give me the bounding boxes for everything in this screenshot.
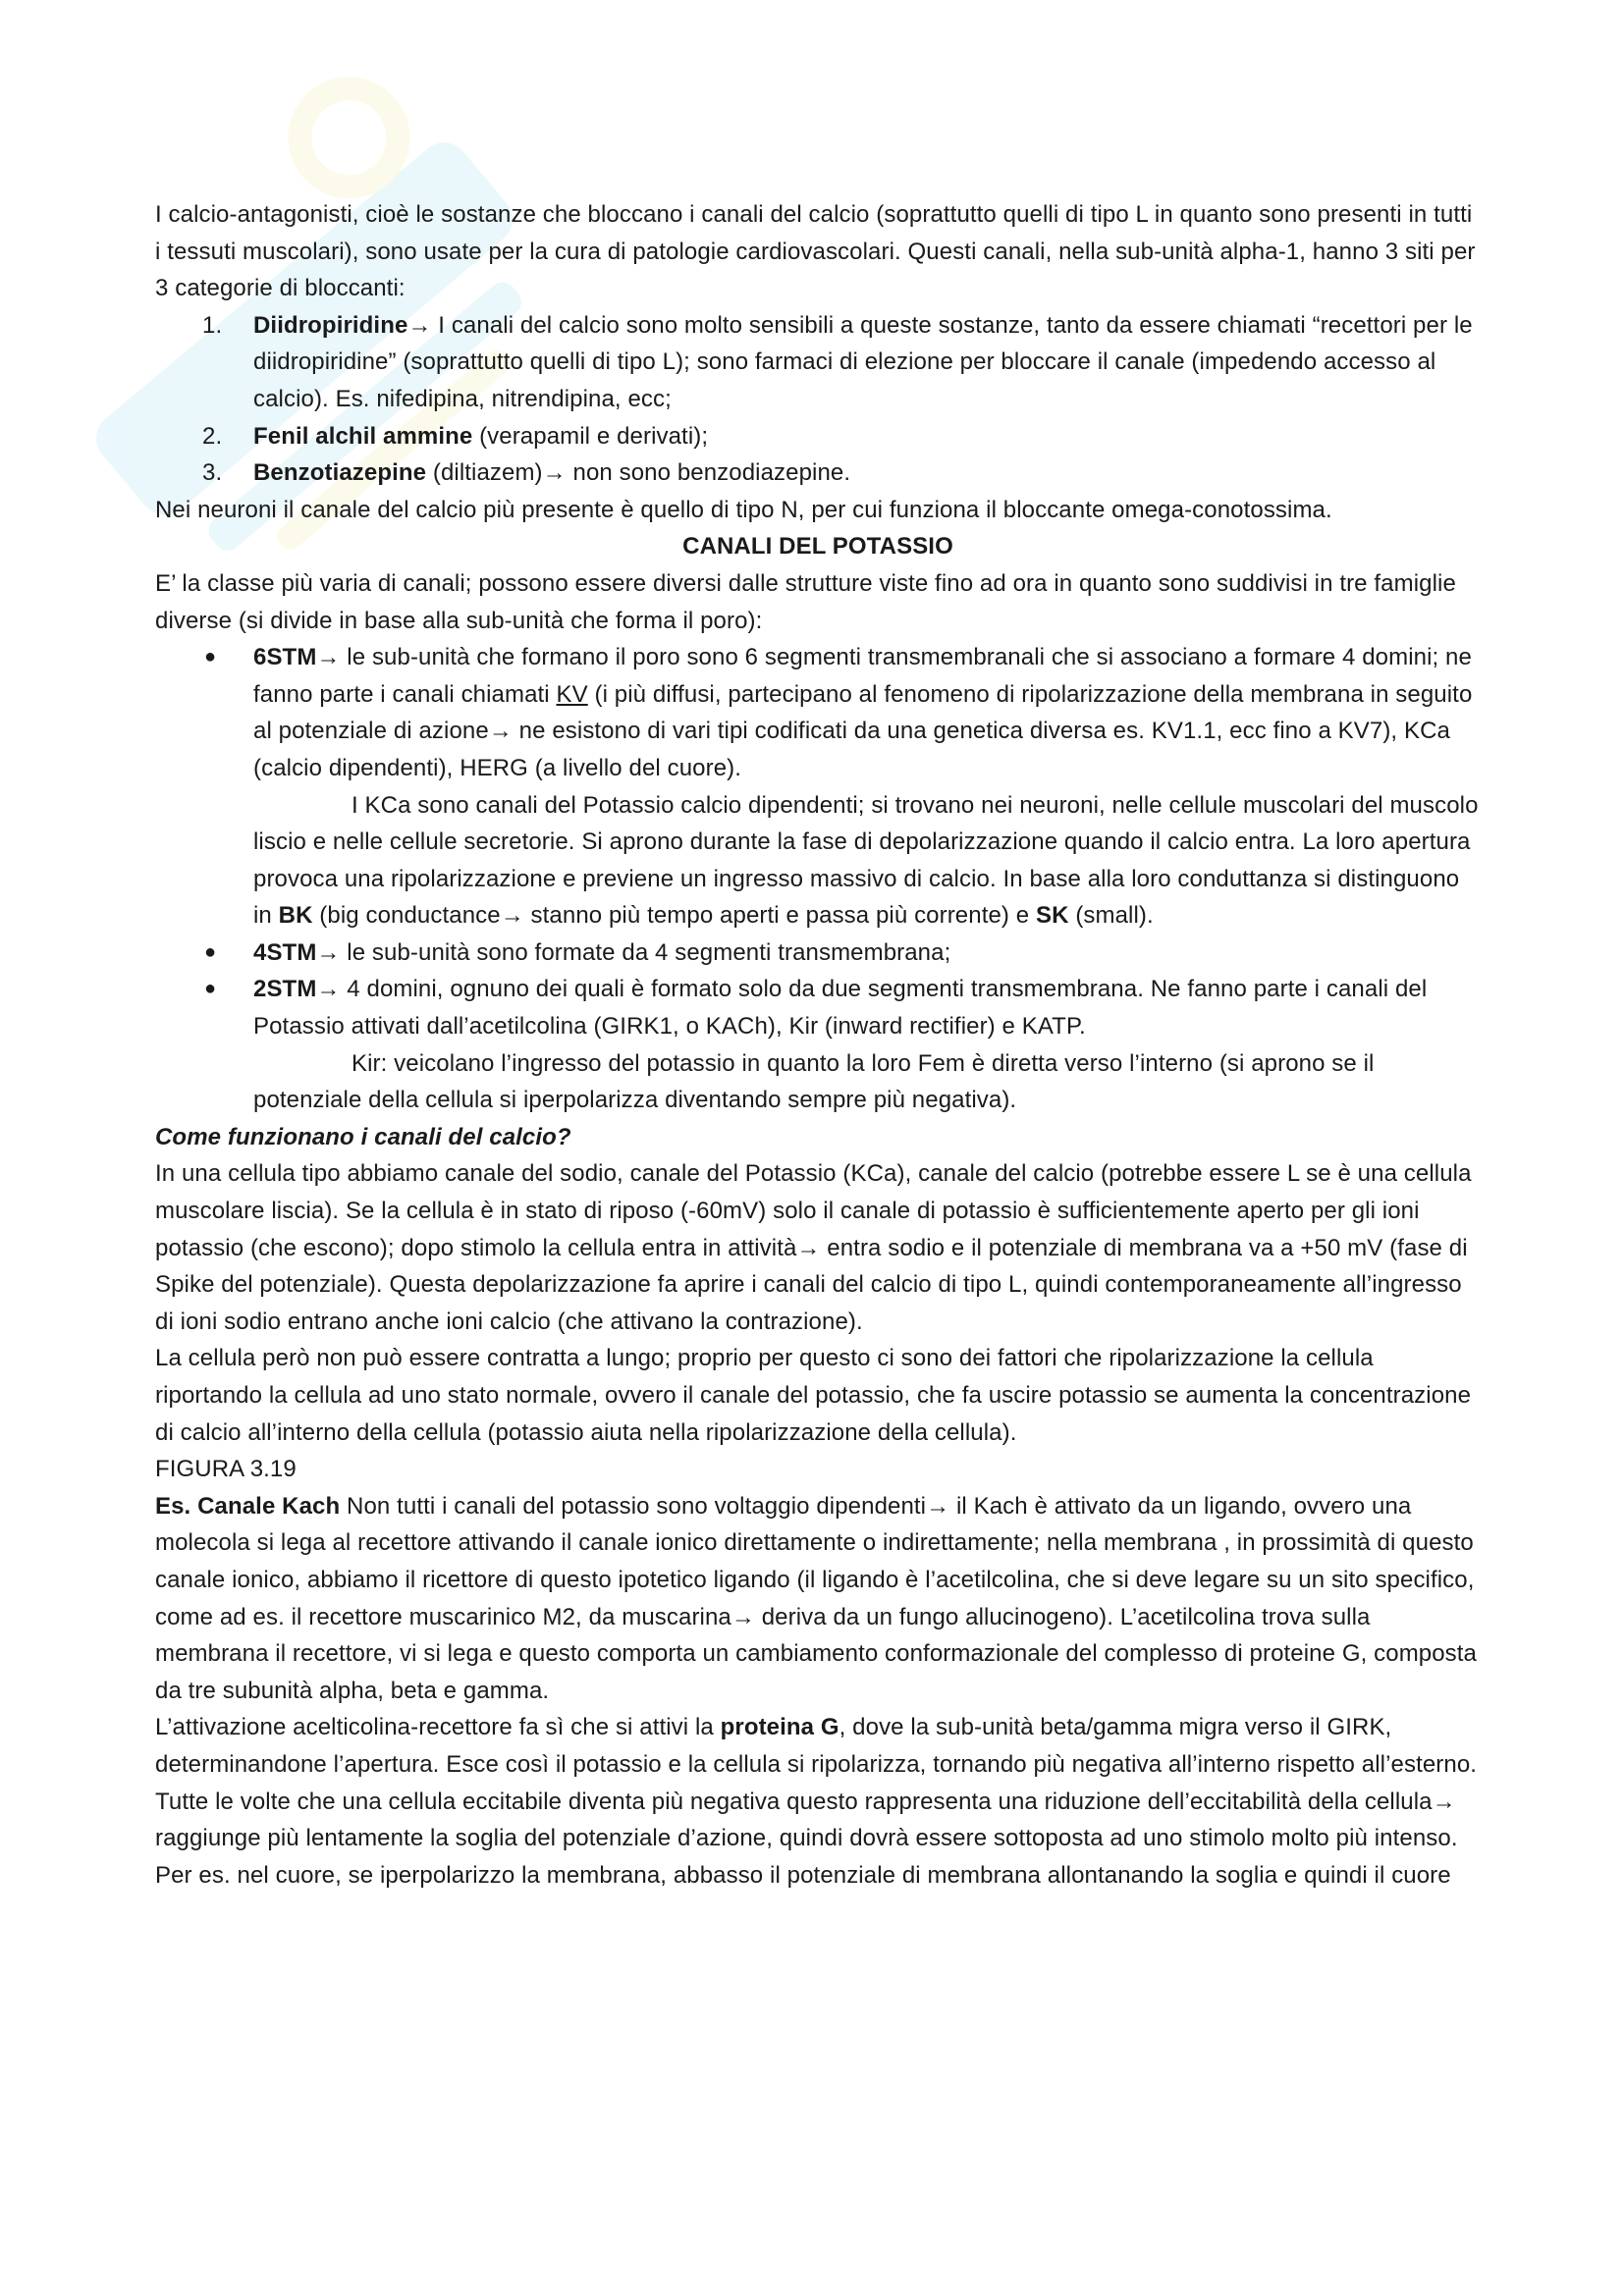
potassio-families-list-cont <box>155 934 1481 1045</box>
bullet-icon: ● <box>204 940 217 963</box>
term: Benzotiazepine <box>253 459 427 487</box>
list-text: (verapamil e derivati); <box>472 422 709 450</box>
term: 6STM <box>253 644 317 671</box>
paragraph: In una cellula tipo abbiamo canale del sodio, canale del Potassio (KCa), canale del calcio (potrebbe essere L se è una cellula muscolare liscia). Se la cellula è in stato di riposo (-60mV) solo il canale di potassio è sufficientemente aperto per gli ioni potassio (che escono); dopo stimolo la cellula entra in attività→ entra sodio e il potenziale di membrana va a +50 mV (fase di Spike del potenziale). Questa depolarizzazione fa aprire i canali del calcio di tipo L, quindi contemporaneamente all’ingresso di ioni sodio entrano anche ioni calcio (che attivano la contrazione). <box>155 1160 1472 1335</box>
list-number: 3. <box>202 459 223 487</box>
kv-term: KV <box>556 680 588 708</box>
kach-paragraph <box>155 1488 1481 1710</box>
kir-paragraph <box>155 1045 1481 1119</box>
term: Es. Canale Kach <box>155 1492 341 1520</box>
kca-text: (small). <box>1068 902 1154 930</box>
bullet-icon: ● <box>204 978 217 1000</box>
arrow-glyph: → <box>316 644 341 671</box>
list-item <box>155 934 1481 972</box>
list-text: (diltiazem)→ non sono benzodiazepine. <box>426 459 851 487</box>
paragraph: La cellula però non può essere contratta a lungo; proprio per questo ci sono dei fattori che ripolarizzazione la cellula riportando la cellula ad uno stato normale, ovvero il canale del potassio, che fa uscire potassio se aumenta la concentrazione di calcio all’interno della cellula (potassio aiuta nella ripolarizzazione della cellula). <box>155 1345 1472 1446</box>
section-heading-funzionano: Come funzionano i canali del calcio? <box>155 1123 571 1150</box>
list-text: le sub-unità che formano il poro sono 6 segmenti transmembranali che si associano a formare 4 domini; ne fanno parte i canali chiamati <box>253 644 1472 708</box>
term: 2STM <box>253 976 317 1003</box>
intro-paragraph: I calcio-antagonisti, cioè le sostanze che bloccano i canali del calcio (soprattutto quelli di tipo L in quanto sono presenti in tutti i tessuti muscolari), sono usate per la cura di patologie cardiovascolari. Questi canali, nella sub-unità alpha-1, hanno 3 siti per 3 categorie di bloccanti: <box>155 201 1476 302</box>
term: 4STM <box>253 938 317 966</box>
blockers-list <box>155 307 1481 492</box>
figure-reference: FIGURA 3.19 <box>155 1456 297 1483</box>
list-text: → 4 domini, ognuno dei quali è formato solo da due segmenti transmembrana. Ne fanno parte i canali del Potassio attivati dall’acetilcolina (GIRK1, o KACh), Kir (inward rectifier) e KATP. <box>253 976 1428 1041</box>
term: Diidropiridine <box>253 311 408 339</box>
list-number: 2. <box>202 422 223 450</box>
proteina-g-paragraph <box>155 1709 1481 1894</box>
paragraph-text: Non tutti i canali del potassio sono voltaggio dipendenti→ il Kach è attivato da un ligando, ovvero una molecola si lega al recettore attivando il canale ionico direttamente o indirettamente; nella membrana , in prossimità di questo canale ionico, abbiamo il ricettore di questo ipotetico ligando (il ligando è l’acetilcolina, che si deve legare su un sito specifico, come ad es. il recettore muscarinico M2, da muscarina→ deriva da un fungo allucinogeno). L’acetilcolina trova sulla membrana il recettore, vi si lega e questo comporta un cambiamento conformazionale del complesso di proteine G, composta da tre subunità alpha, beta e gamma. <box>155 1492 1478 1704</box>
section-heading-potassio: CANALI DEL POTASSIO <box>682 533 953 561</box>
paragraph-text: L’attivazione acelticolina-recettore fa sì che si attivi la <box>155 1714 721 1741</box>
sk-term: SK <box>1036 902 1069 930</box>
kir-text: Kir: veicolano l’ingresso del potassio in quanto la loro Fem è diretta verso l’interno (si aprono se il potenziale della cellula si iperpolarizza diventando sempre più negativa). <box>253 1049 1375 1114</box>
list-number: 1. <box>202 311 223 339</box>
term: Fenil alchil ammine <box>253 422 473 450</box>
list-item <box>155 307 1481 418</box>
list-item <box>155 454 1481 492</box>
term: proteina G <box>720 1714 839 1741</box>
neuroni-paragraph: Nei neuroni il canale del calcio più presente è quello di tipo N, per cui funziona il bloccante omega-conotossima. <box>155 496 1332 523</box>
potassio-families-list <box>155 639 1481 786</box>
paragraph-text: , dove la sub-unità beta/gamma migra verso il GIRK, determinandone l’apertura. Esce così il potassio e la cellula si ripolarizza, tornando più negativa all’interno rispetto all’esterno. Tutte le volte che una cellula eccitabile diventa più negativa questo rappresenta una riduzione dell’eccitabilità della cellula→ raggiunge più lentamente la soglia del potenziale d’azione, quindi dovrà essere sottoposta ad uno stimolo molto più intenso. Per es. nel cuore, se iperpolarizzo la membrana, abbasso il potenziale di membrana allontanando la soglia e quindi il cuore <box>155 1714 1478 1889</box>
arrow-glyph: → <box>407 311 432 339</box>
list-text: I canali del calcio sono molto sensibili a queste sostanze, tanto da essere chiamati “recettori per le diidropiridine” (soprattutto quelli di tipo L); sono farmaci di elezione per bloccare il canale (impedendo accesso al calcio). Es. nifedipina, nitrendipina, ecc; <box>253 311 1473 412</box>
kca-paragraph <box>155 787 1481 934</box>
list-text: (i più diffusi, partecipano al fenomeno di ripolarizzazione della membrana in seguito al potenziale di azione→ ne esistono di vari tipi codificati da una genetica diversa es. KV1.1, ecc fino a KV7), KCa (calcio dipendenti), HERG (a livello del cuore). <box>253 680 1473 781</box>
kca-text: I KCa sono canali del Potassio calcio dipendenti; si trovano nei neuroni, nelle cellule muscolari del muscolo liscio e nelle cellule secretorie. Si aprono durante la fase di depolarizzazione quando il calcio entra. La loro apertura provoca una ripolarizzazione e previene un ingresso massivo di calcio. In base alla loro conduttanza si distinguono in <box>253 791 1479 930</box>
list-item <box>155 639 1481 786</box>
bk-term: BK <box>278 902 313 930</box>
list-item <box>155 418 1481 455</box>
list-item <box>155 971 1481 1044</box>
bullet-icon: ● <box>204 646 217 668</box>
kca-text: (big conductance→ stanno più tempo aperti e passa più corrente) e <box>312 902 1036 930</box>
list-text: → le sub-unità sono formate da 4 segmenti transmembrana; <box>316 938 951 966</box>
document-page <box>155 196 1481 1894</box>
potassio-intro: E’ la classe più varia di canali; possono essere diversi dalle strutture viste fino ad ora in quanto sono suddivisi in tre famiglie diverse (si divide in base alla sub-unità che forma il poro): <box>155 569 1456 634</box>
